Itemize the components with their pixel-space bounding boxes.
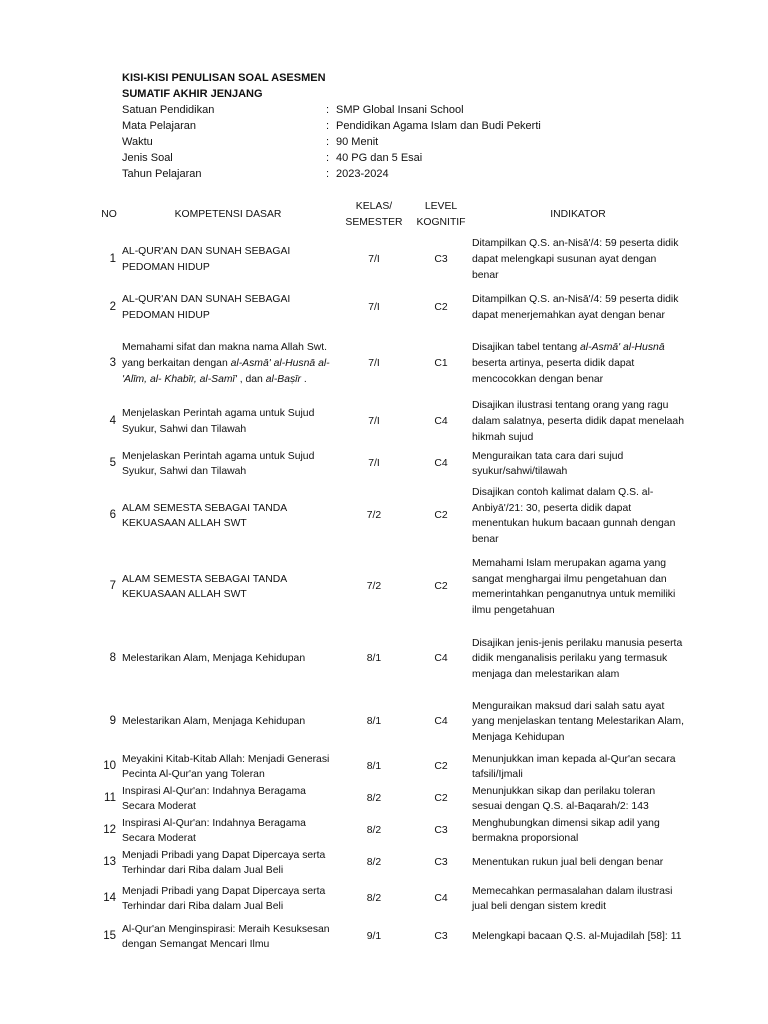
row-kelas: 9/1 [366, 931, 382, 943]
meta-value: 40 PG dan 5 Esai [336, 152, 423, 164]
row-kompetensi-dasar: Inspirasi Al-Qur'an: Indahnya Beragama Secara Moderat [122, 817, 306, 845]
row-no: 13 [103, 856, 116, 869]
header-indikator: INDIKATOR [550, 209, 606, 221]
row-kompetensi-dasar: Memahami sifat dan makna nama Allah Swt. yang berkaitan dengan al-Asmā' al-Husnā al-'Alīm, al- Khabīr, al-Samī' , dan al-Baṣīr . [122, 342, 330, 385]
row-indikator: Menguraikan tata cara dari sujud syukur/sahwi/tilawah [472, 450, 624, 478]
table-row [96, 398, 684, 445]
row-kelas: 7/I [368, 415, 380, 427]
table-row [96, 234, 684, 286]
row-indikator: Disajikan jenis-jenis perilaku manusia peserta didik menganalisis perilaku yang termasuk menjaga dan melestarikan alam [472, 637, 683, 681]
header-level-kognitif [414, 196, 468, 234]
row-kelas: 7/I [368, 458, 380, 470]
row-kompetensi-dasar: Al-Qur'an Menginspirasi: Meraih Kesuksesan dengan Semangat Mencari Ilmu [122, 923, 330, 951]
row-no: 8 [109, 652, 116, 665]
row-indikator: Menguraikan maksud dari salah satu ayat yang menjelaskan tentang Melestarikan Alam, Menjaga Kehidupan [472, 700, 684, 744]
row-kelas: 7/2 [366, 581, 382, 593]
meta-value: Pendidikan Agama Islam dan Budi Pekerti [336, 120, 541, 132]
row-level: C3 [434, 825, 448, 837]
row-no: 1 [109, 253, 116, 266]
row-indikator: Menunjukkan sikap dan perilaku toleran sesuai dengan Q.S. al-Baqarah/2: 143 [472, 785, 656, 813]
meta-row-tahun [122, 166, 541, 182]
row-level: C1 [434, 358, 448, 370]
row-level: C4 [434, 893, 448, 905]
row-level: C4 [434, 415, 448, 427]
row-level: C2 [434, 510, 448, 522]
row-kelas: 8/2 [366, 793, 382, 805]
row-indikator: Disajikan contoh kalimat dalam Q.S. al-Anbiyā'/21: 30, peserta didik dapat menentukan hukum bacaan gunnah dengan benar [472, 486, 676, 546]
row-kompetensi-dasar: AL-QUR'AN DAN SUNAH SEBAGAI PEDOMAN HIDUP [122, 294, 291, 321]
table-row [96, 751, 684, 783]
row-kompetensi-dasar: Meyakini Kitab-Kitab Allah: Menjadi Generasi Pecinta Al-Qur'an yang Toleran [122, 753, 330, 781]
row-kelas: 7/I [368, 358, 380, 370]
row-kompetensi-dasar: Melestarikan Alam, Menjaga Kehidupan [122, 653, 306, 665]
header-level-line-1: LEVEL [424, 201, 458, 213]
meta-row-waktu [122, 134, 541, 150]
row-kelas: 8/1 [366, 716, 382, 728]
row-kompetensi-dasar: Inspirasi Al-Qur'an: Indahnya Beragama Secara Moderat [122, 785, 306, 813]
meta-row-jenis-soal [122, 150, 541, 166]
meta-value: SMP Global Insani School [336, 104, 464, 116]
row-no: 9 [109, 715, 116, 728]
table-row [96, 483, 684, 549]
table-row [96, 815, 684, 847]
row-kelas: 8/2 [366, 825, 382, 837]
table-row [96, 445, 684, 483]
row-no: 6 [109, 509, 116, 522]
row-no: 7 [109, 580, 116, 593]
meta-label: Waktu [122, 136, 153, 148]
table-row [96, 693, 684, 751]
row-indikator: Memecahkan permasalahan dalam ilustrasi jual beli dengan sistem kredit [472, 885, 673, 913]
row-no: 12 [103, 824, 116, 837]
table-row [96, 549, 684, 625]
header-level-line-2: KOGNITIF [416, 217, 466, 228]
meta-label: Mata Pelajaran [122, 120, 196, 132]
header-kelas-semester [334, 196, 414, 234]
table-row [96, 330, 684, 398]
row-no: 14 [103, 892, 116, 905]
row-no: 2 [109, 301, 116, 314]
row-level: C2 [434, 581, 448, 593]
document-meta [122, 102, 541, 182]
table-row [96, 625, 684, 693]
row-no: 5 [109, 457, 116, 470]
header-kelas-line-2: SEMESTER [345, 217, 403, 228]
row-indikator: Menentukan rukun jual beli dengan benar [472, 857, 664, 869]
row-kelas: 7/I [368, 254, 380, 266]
kisi-kisi-table [96, 196, 684, 955]
row-indikator: Disajikan tabel tentang al-Asmā' al-Husnā beserta artinya, peserta didik dapat mencocokkan dengan benar [472, 342, 665, 385]
meta-value: 90 Menit [336, 136, 379, 148]
table-row [96, 286, 684, 330]
row-indikator: Menghubungkan dimensi sikap adil yang bermakna proporsional [472, 817, 660, 845]
meta-label: Satuan Pendidikan [122, 104, 215, 116]
row-no: 15 [103, 930, 116, 943]
row-level: C3 [434, 254, 448, 266]
meta-label: Tahun Pelajaran [122, 168, 202, 180]
meta-colon: : [326, 136, 330, 148]
row-indikator: Melengkapi bacaan Q.S. al-Mujadilah [58]: 11 [472, 931, 682, 943]
table-row [96, 847, 684, 879]
meta-colon: : [326, 152, 330, 164]
row-no: 3 [109, 357, 116, 370]
header-kelas-line-1: KELAS/ [355, 201, 393, 213]
row-level: C4 [434, 716, 448, 728]
title-line-1: KISI-KISI PENULISAN SOAL ASESMEN [122, 72, 326, 84]
row-indikator: Memahami Islam merupakan agama yang sangat menghargai ilmu pengetahuan dan memerintahkan penganutnya untuk memiliki ilmu pengetahuan [472, 557, 676, 617]
row-kelas: 8/2 [366, 893, 382, 905]
meta-value: 2023-2024 [336, 168, 389, 180]
row-no: 4 [109, 414, 116, 427]
row-kompetensi-dasar: ALAM SEMESTA SEBAGAI TANDA KEKUASAAN ALLAH SWT [122, 502, 287, 530]
row-kompetensi-dasar: Menjadi Pribadi yang Dapat Dipercaya serta Terhindar dari Riba dalam Jual Beli [122, 849, 326, 877]
row-kompetensi-dasar: AL-QUR'AN DAN SUNAH SEBAGAI PEDOMAN HIDUP [122, 246, 291, 273]
document-title [122, 70, 326, 102]
table-row [96, 919, 684, 955]
row-indikator: Ditampilkan Q.S. an-Nisā'/4: 59 peserta didik dapat melengkapi susunan ayat dengan benar [472, 238, 679, 281]
table-row [96, 879, 684, 919]
row-level: C2 [434, 302, 448, 314]
row-indikator: Ditampilkan Q.S. an-Nisā'/4: 59 peserta didik dapat menerjemahkan ayat dengan benar [472, 294, 679, 321]
table-header-row [96, 196, 684, 234]
row-indikator: Disajikan ilustrasi tentang orang yang ragu dalam salatnya, peserta didik dapat menelaah hikmah sujud [472, 400, 684, 443]
meta-colon: : [326, 120, 330, 132]
row-level: C2 [434, 793, 448, 805]
row-kelas: 8/1 [366, 761, 382, 773]
row-indikator: Menunjukkan iman kepada al-Qur'an secara tafsili/Ijmali [472, 753, 676, 781]
row-level: C4 [434, 458, 448, 470]
row-kelas: 7/2 [366, 510, 382, 522]
title-line-2: SUMATIF AKHIR JENJANG [122, 88, 263, 100]
row-kelas: 8/1 [366, 653, 382, 665]
meta-colon: : [326, 104, 330, 116]
row-kompetensi-dasar: Menjelaskan Perintah agama untuk Sujud Syukur, Sahwi dan Tilawah [122, 450, 315, 478]
row-level: C3 [434, 931, 448, 943]
meta-row-satuan [122, 102, 541, 118]
row-level: C2 [434, 761, 448, 773]
meta-colon: : [326, 168, 330, 180]
row-no: 10 [103, 760, 116, 773]
row-kelas: 7/I [368, 302, 380, 314]
row-kompetensi-dasar: Melestarikan Alam, Menjaga Kehidupan [122, 716, 306, 728]
row-kelas: 8/2 [366, 857, 382, 869]
row-kompetensi-dasar: Menjelaskan Perintah agama untuk Sujud Syukur, Sahwi dan Tilawah [122, 407, 315, 435]
row-level: C4 [434, 653, 448, 665]
header-kompetensi-dasar: KOMPETENSI DASAR [174, 209, 282, 221]
header-no: NO [101, 209, 117, 221]
row-kompetensi-dasar: Menjadi Pribadi yang Dapat Dipercaya serta Terhindar dari Riba dalam Jual Beli [122, 885, 326, 913]
row-kompetensi-dasar: ALAM SEMESTA SEBAGAI TANDA KEKUASAAN ALLAH SWT [122, 573, 287, 601]
table-row [96, 783, 684, 815]
meta-label: Jenis Soal [122, 152, 173, 164]
meta-row-mapel [122, 118, 541, 134]
row-level: C3 [434, 857, 448, 869]
row-no: 11 [104, 792, 116, 805]
